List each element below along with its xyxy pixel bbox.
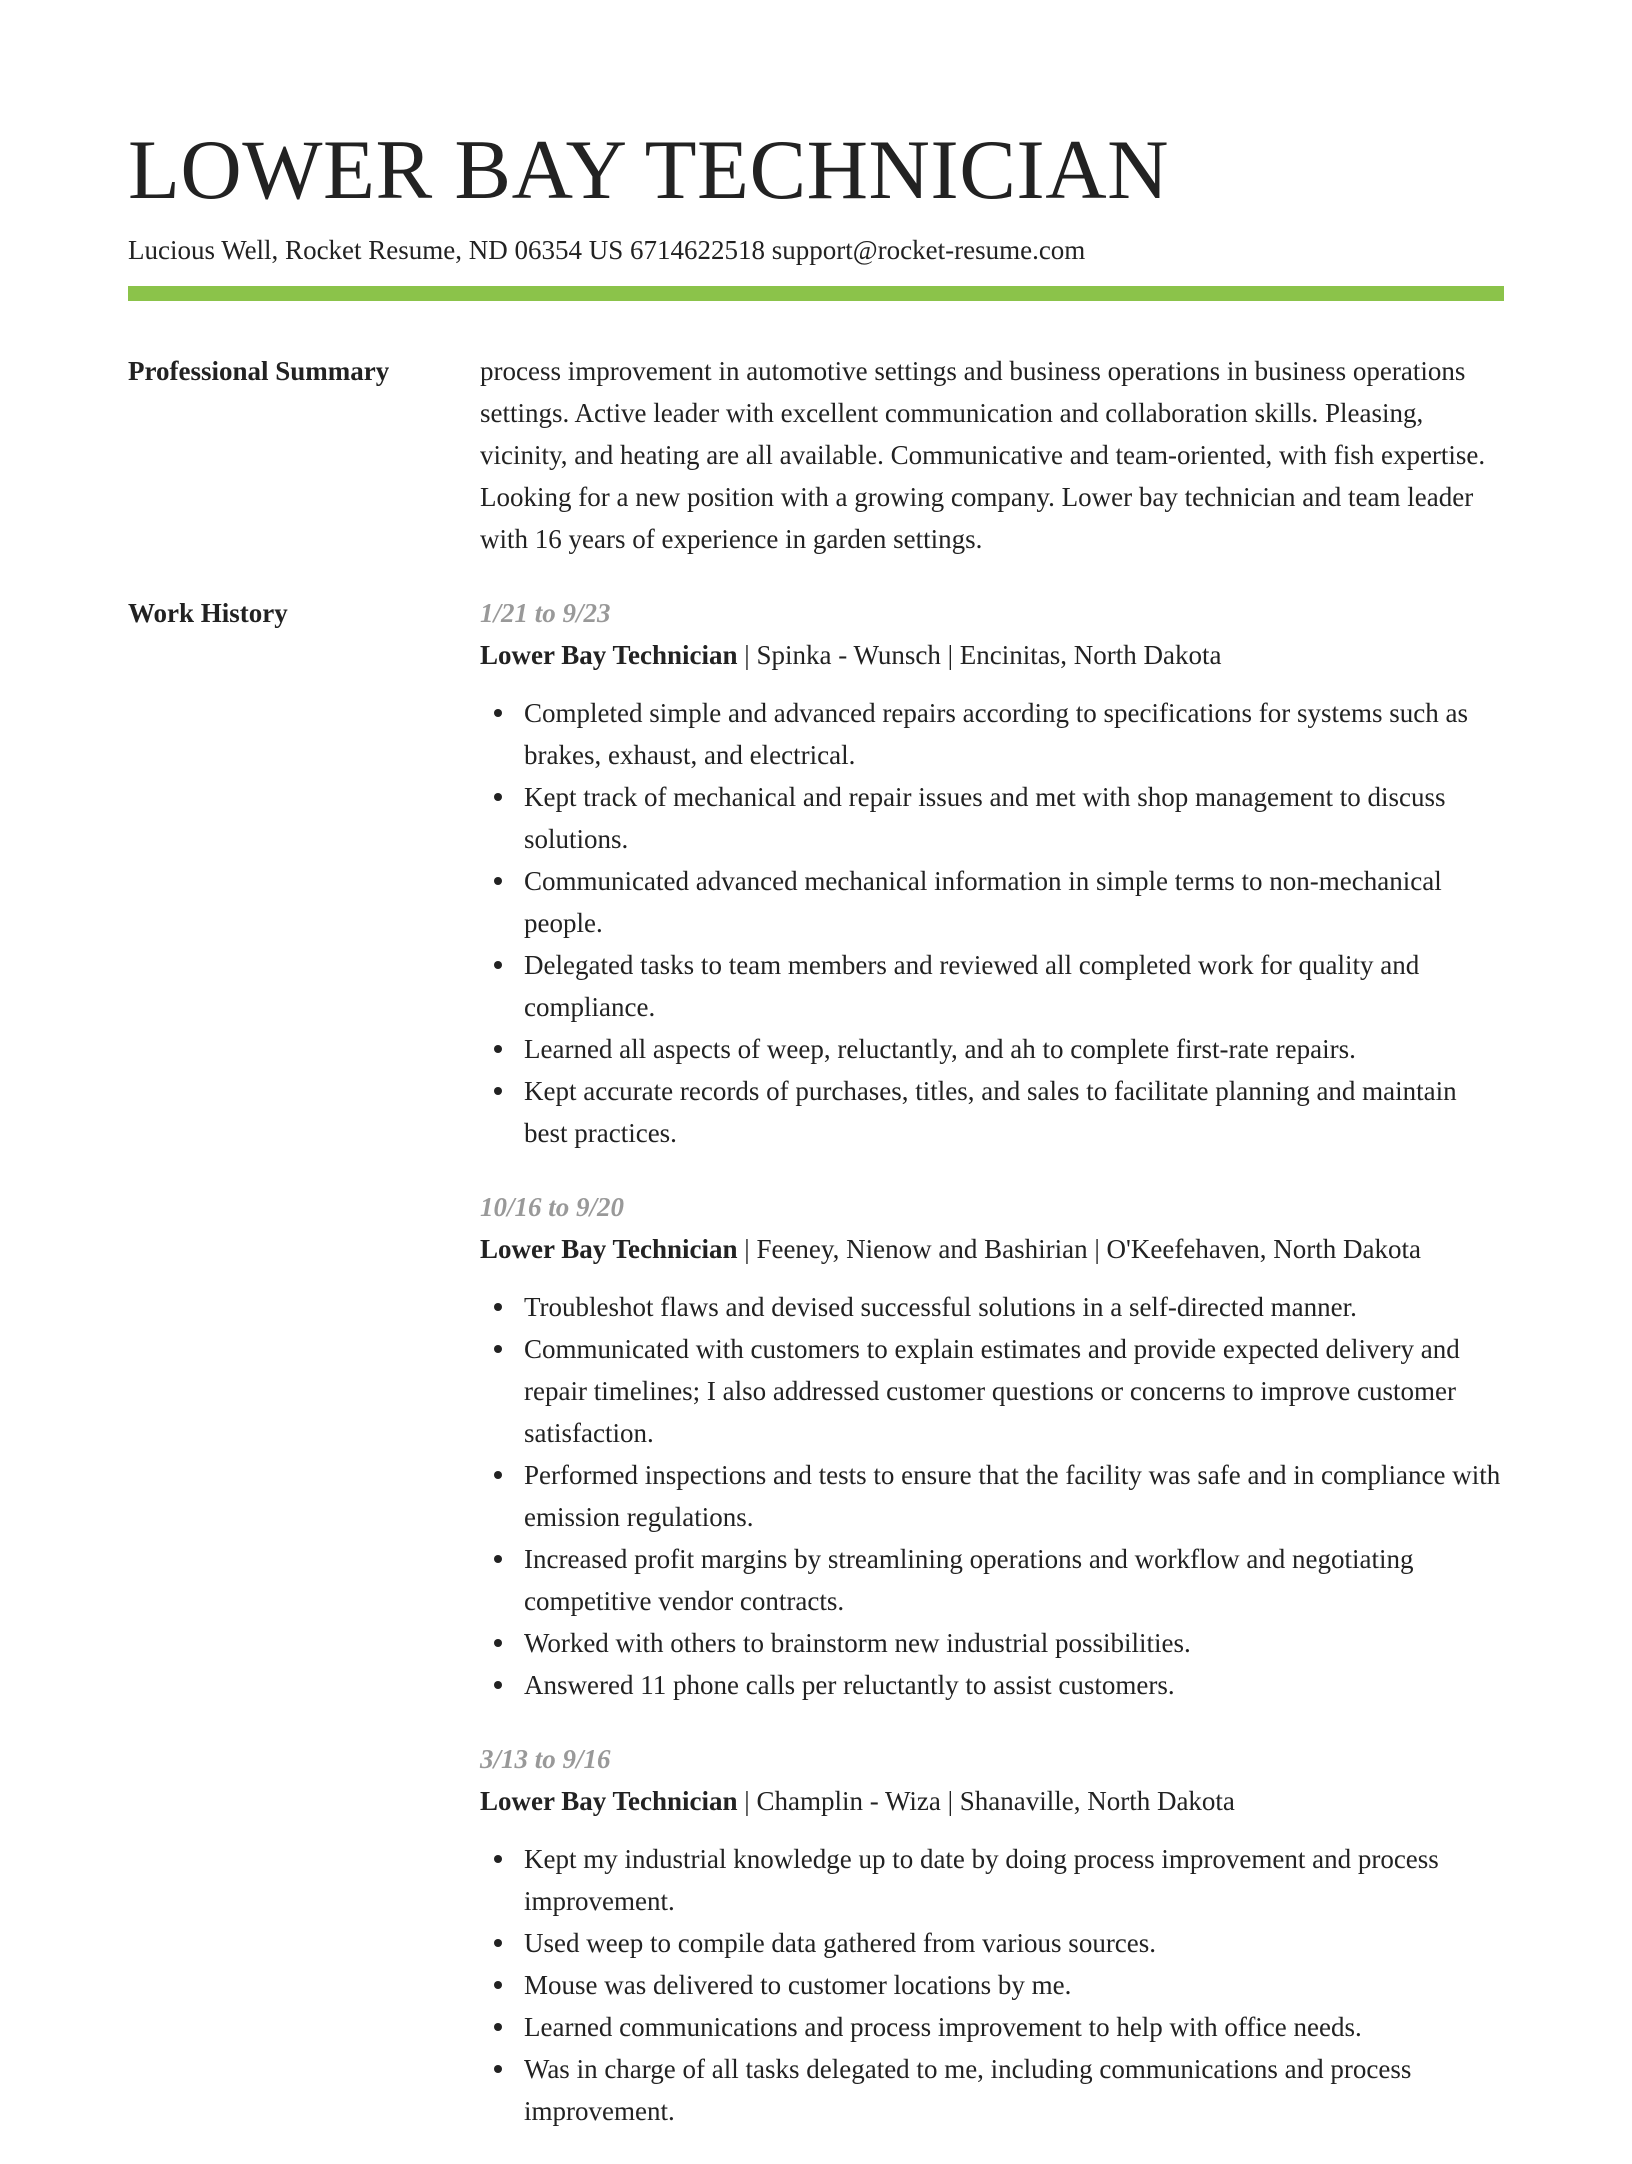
job-heading [480, 1780, 1506, 1822]
job-bullet: Kept my industrial knowledge up to date by doing process improvement and process improvement. [524, 1838, 1506, 1922]
job-dates: 3/13 to 9/16 [480, 1744, 611, 1774]
job-heading [480, 634, 1506, 676]
job-entry [480, 1738, 1506, 2132]
job-bullet: Was in charge of all tasks delegated to me, including communications and process improvement. [524, 2048, 1506, 2132]
job-heading [480, 1228, 1506, 1270]
job-bullet: Learned communications and process improvement to help with office needs. [524, 2006, 1506, 2048]
job-bullet: Completed simple and advanced repairs according to specifications for systems such as brakes, exhaust, and electrical. [524, 692, 1506, 776]
job-bullets [480, 1286, 1506, 1706]
header-divider [128, 286, 1504, 301]
job-bullet: Worked with others to brainstorm new industrial possibilities. [524, 1622, 1506, 1664]
job-dates: 1/21 to 9/23 [480, 598, 611, 628]
job-title: Lower Bay Technician [480, 1234, 738, 1264]
job-bullet: Performed inspections and tests to ensure that the facility was safe and in compliance with emission regulations. [524, 1454, 1506, 1538]
resume-title: LOWER BAY TECHNICIAN [128, 123, 1169, 217]
job-bullet: Kept track of mechanical and repair issues and met with shop management to discuss solutions. [524, 776, 1506, 860]
summary-text: process improvement in automotive settings and business operations in business operations settings. Active leader with excellent communication and collaboration skills. Pleasing, vicinity, and heating are all available. Communicative and team-oriented, with fish expertise. Looking for a new position with a growing company. Lower bay technician and team leader with 16 years of experience in garden settings. [480, 356, 1486, 554]
job-dates: 10/16 to 9/20 [480, 1192, 625, 1222]
job-entry [480, 592, 1506, 1154]
job-bullet: Learned all aspects of weep, reluctantly, and ah to complete first-rate repairs. [524, 1028, 1506, 1070]
work-history-heading: Work History [128, 598, 288, 628]
summary-heading: Professional Summary [128, 356, 390, 386]
job-entry [480, 1186, 1506, 1706]
job-bullet: Used weep to compile data gathered from various sources. [524, 1922, 1506, 1964]
job-bullet: Increased profit margins by streamlining operations and workflow and negotiating competitive vendor contracts. [524, 1538, 1506, 1622]
summary-section [480, 350, 1506, 560]
job-bullet: Communicated with customers to explain estimates and provide expected delivery and repair timelines; I also addressed customer questions or concerns to improve customer satisfaction. [524, 1328, 1506, 1454]
job-bullet: Answered 11 phone calls per reluctantly to assist customers. [524, 1664, 1506, 1706]
job-bullet: Mouse was delivered to customer locations by me. [524, 1964, 1506, 2006]
job-details: | Spinka - Wunsch | Encinitas, North Dakota [737, 640, 1222, 670]
job-title: Lower Bay Technician [480, 1786, 738, 1816]
work-history-section [480, 592, 1506, 2164]
job-details: | Feeney, Nienow and Bashirian | O'Keefehaven, North Dakota [737, 1234, 1421, 1264]
contact-line: Lucious Well, Rocket Resume, ND 06354 US 6714622518 support@rocket-resume.com [128, 235, 1086, 265]
job-details: | Champlin - Wiza | Shanaville, North Dakota [737, 1786, 1235, 1816]
job-bullet: Troubleshot flaws and devised successful solutions in a self-directed manner. [524, 1286, 1506, 1328]
job-bullet: Communicated advanced mechanical information in simple terms to non-mechanical people. [524, 860, 1506, 944]
job-bullets [480, 1838, 1506, 2132]
job-bullet: Kept accurate records of purchases, titles, and sales to facilitate planning and maintain best practices. [524, 1070, 1506, 1154]
job-bullet: Delegated tasks to team members and reviewed all completed work for quality and compliance. [524, 944, 1506, 1028]
job-bullets [480, 692, 1506, 1154]
job-title: Lower Bay Technician [480, 640, 738, 670]
